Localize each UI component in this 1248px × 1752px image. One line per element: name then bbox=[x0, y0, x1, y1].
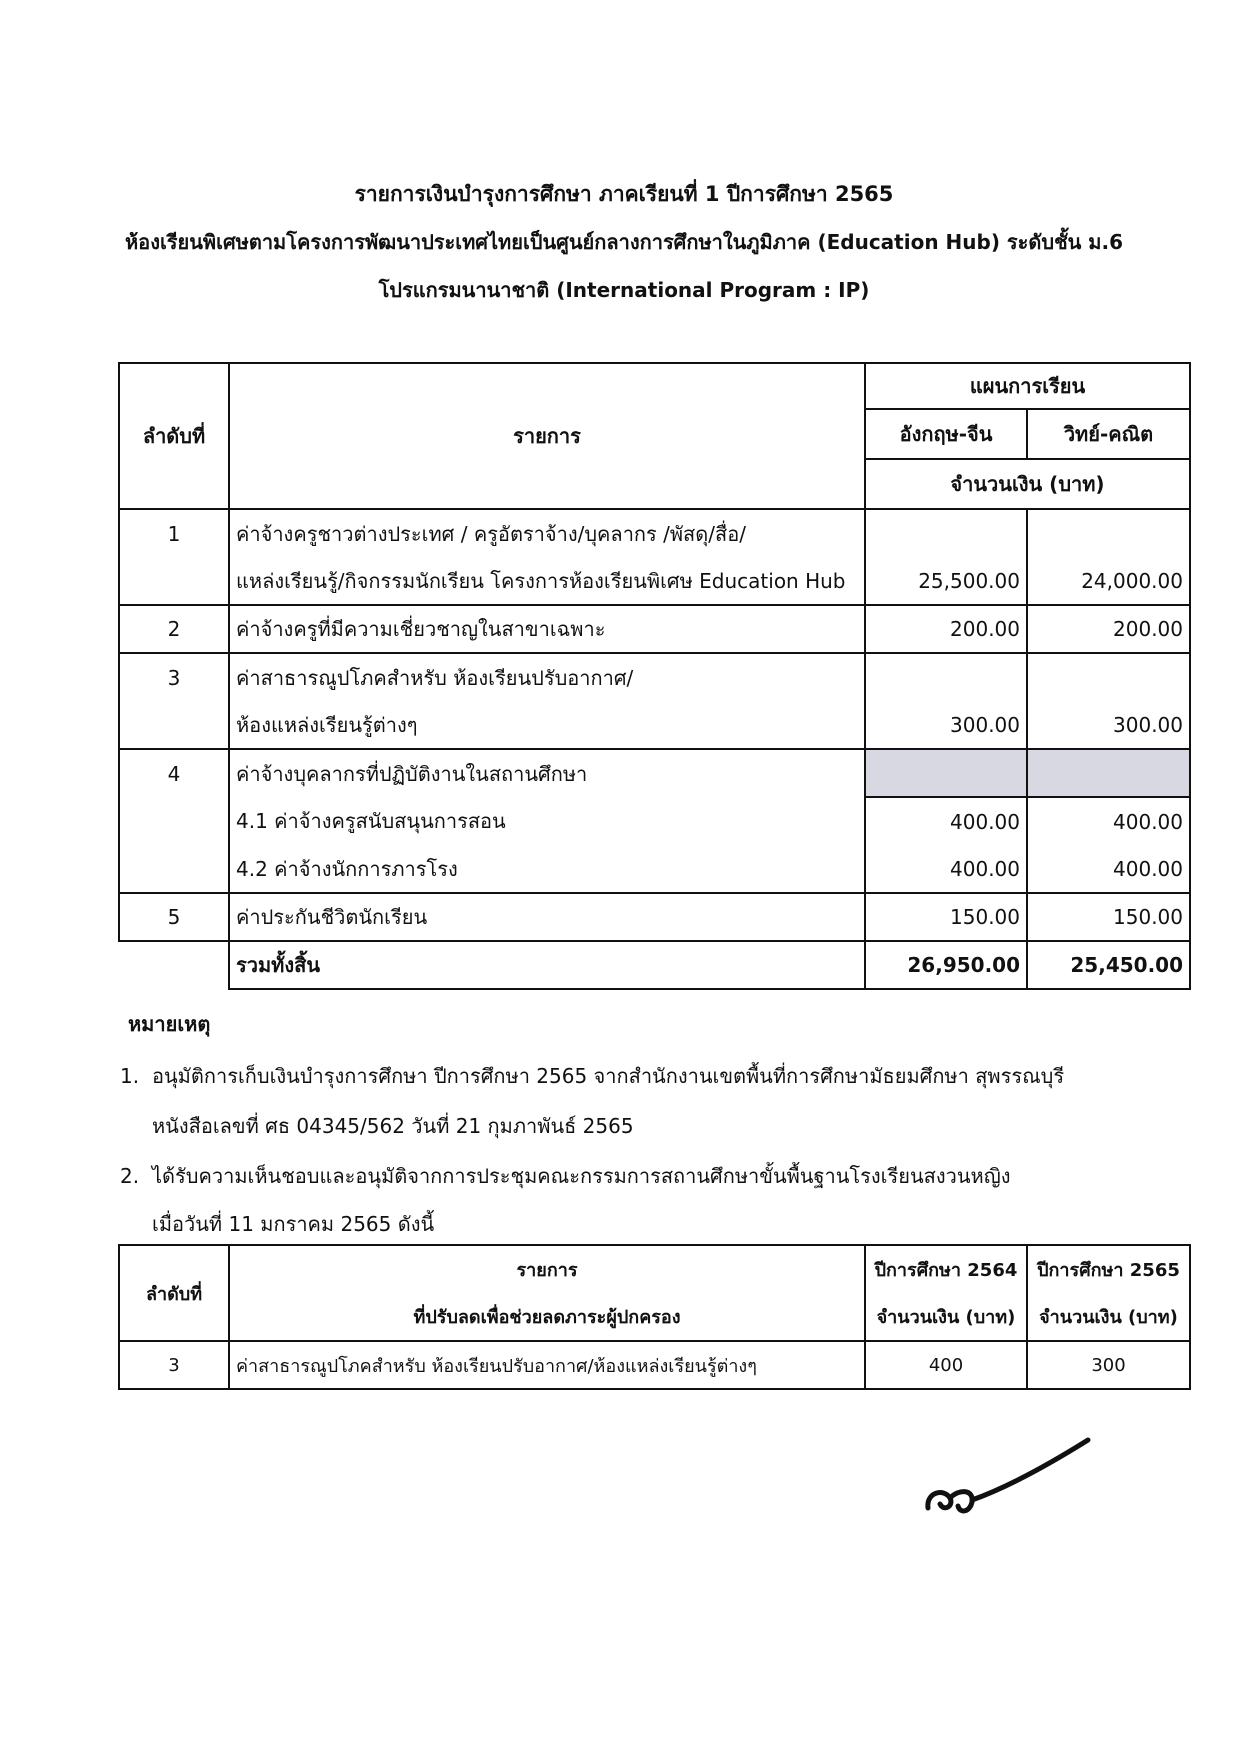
note-number: 2. bbox=[120, 1164, 140, 1188]
col-header-plan: แผนการเรียน bbox=[865, 363, 1190, 409]
amount-science-math: 24,000.00 bbox=[1027, 557, 1190, 605]
amount-english-chinese: 400.00 bbox=[865, 797, 1027, 845]
amount-science-math: 150.00 bbox=[1027, 893, 1190, 941]
row-no: 4 bbox=[119, 749, 229, 797]
shaded-cell bbox=[1027, 749, 1190, 797]
row-no: 3 bbox=[119, 1341, 229, 1389]
total-science-math: 25,450.00 bbox=[1027, 941, 1190, 989]
row-item: ค่าจ้างครูที่มีความเชี่ยวชาญในสาขาเฉพาะ bbox=[229, 605, 865, 653]
table-row bbox=[119, 1341, 1190, 1389]
col-header-year-2564: ปีการศึกษา 2564 bbox=[865, 1245, 1027, 1293]
row-item: ค่าจ้างบุคลากรที่ปฏิบัติงานในสถานศึกษา bbox=[229, 749, 865, 797]
shaded-cell bbox=[865, 749, 1027, 797]
total-english-chinese: 26,950.00 bbox=[865, 941, 1027, 989]
row-item-cont: ห้องแหล่งเรียนรู้ต่างๆ bbox=[229, 701, 865, 749]
table-row bbox=[119, 893, 1190, 941]
col-header-no: ลำดับที่ bbox=[119, 363, 229, 509]
col-header-no: ลำดับที่ bbox=[119, 1245, 229, 1341]
table-row bbox=[119, 509, 1190, 557]
amount-english-chinese: 150.00 bbox=[865, 893, 1027, 941]
row-subitem: 4.1 ค่าจ้างครูสนับสนุนการสอน bbox=[229, 797, 865, 845]
table-row bbox=[119, 749, 1190, 797]
reduction-table bbox=[118, 1244, 1191, 1390]
col-header-item: รายการ bbox=[229, 1245, 865, 1293]
col-header-year-2565: ปีการศึกษา 2565 bbox=[1027, 1245, 1190, 1293]
doc-title: รายการเงินบำรุงการศึกษา ภาคเรียนที่ 1 ปีการศึกษา 2565 bbox=[354, 182, 894, 206]
note-1-cont: หนังสือเลขที่ ศธ 04345/562 วันที่ 21 กุมภาพันธ์ 2565 bbox=[152, 1114, 634, 1138]
row-no: 2 bbox=[119, 605, 229, 653]
amount-2565: 300 bbox=[1027, 1341, 1190, 1389]
handwritten-page-mark bbox=[920, 1430, 1100, 1540]
amount-science-math: 200.00 bbox=[1027, 605, 1190, 653]
row-item-cont: แหล่งเรียนรู้/กิจกรรมนักเรียน โครงการห้องเรียนพิเศษ Education Hub bbox=[229, 557, 865, 605]
row-no: 5 bbox=[119, 893, 229, 941]
note-text: ได้รับความเห็นชอบและอนุมัติจากการประชุมคณะกรรมการสถานศึกษาขั้นพื้นฐานโรงเรียนสงวนหญิง bbox=[152, 1164, 1011, 1188]
amount-english-chinese: 400.00 bbox=[865, 845, 1027, 893]
note-2 bbox=[120, 1160, 1011, 1192]
table-row bbox=[119, 605, 1190, 653]
col-header-amount-2565: จำนวนเงิน (บาท) bbox=[1027, 1293, 1190, 1341]
col-header-plan-science-math: วิทย์-คณิต bbox=[1027, 409, 1190, 459]
col-header-amount: จำนวนเงิน (บาท) bbox=[865, 459, 1190, 509]
col-header-amount-2564: จำนวนเงิน (บาท) bbox=[865, 1293, 1027, 1341]
note-2-cont: เมื่อวันที่ 11 มกราคม 2565 ดังนี้ bbox=[152, 1212, 435, 1236]
amount-english-chinese: 300.00 bbox=[865, 701, 1027, 749]
amount-science-math: 400.00 bbox=[1027, 845, 1190, 893]
doc-program: โปรแกรมนานาชาติ (International Program : IP) bbox=[378, 278, 870, 302]
note-number: 1. bbox=[120, 1064, 140, 1088]
doc-subtitle: ห้องเรียนพิเศษตามโครงการพัฒนาประเทศไทยเป็นศูนย์กลางการศึกษาในภูมิภาค (Education Hub) ระดับชั้น ม.6 bbox=[125, 230, 1123, 254]
amount-english-chinese: 200.00 bbox=[865, 605, 1027, 653]
total-label: รวมทั้งสิ้น bbox=[229, 941, 865, 989]
fee-table bbox=[118, 362, 1191, 990]
total-row bbox=[119, 941, 1190, 989]
row-item: ค่าสาธารณูปโภคสำหรับ ห้องเรียนปรับอากาศ/ bbox=[229, 653, 865, 701]
amount-science-math: 400.00 bbox=[1027, 797, 1190, 845]
row-item: ค่าจ้างครูชาวต่างประเทศ / ครูอัตราจ้าง/บุคลากร /พัสดุ/สื่อ/ bbox=[229, 509, 865, 557]
row-no: 1 bbox=[119, 509, 229, 557]
row-no: 3 bbox=[119, 653, 229, 701]
col-header-plan-english-chinese: อังกฤษ-จีน bbox=[865, 409, 1027, 459]
row-item: ค่าสาธารณูปโภคสำหรับ ห้องเรียนปรับอากาศ/ห้องแหล่งเรียนรู้ต่างๆ bbox=[229, 1341, 865, 1389]
row-subitem: 4.2 ค่าจ้างนักการภารโรง bbox=[229, 845, 865, 893]
col-header-item-desc: ที่ปรับลดเพื่อช่วยลดภาระผู้ปกครอง bbox=[229, 1293, 865, 1341]
row-item: ค่าประกันชีวิตนักเรียน bbox=[229, 893, 865, 941]
amount-science-math: 300.00 bbox=[1027, 701, 1190, 749]
amount-english-chinese: 25,500.00 bbox=[865, 557, 1027, 605]
amount-2564: 400 bbox=[865, 1341, 1027, 1389]
notes-heading: หมายเหตุ bbox=[128, 1012, 211, 1036]
note-text: อนุมัติการเก็บเงินบำรุงการศึกษา ปีการศึกษา 2565 จากสำนักงานเขตพื้นที่การศึกษามัธยมศึกษา สุพรรณบุรี bbox=[152, 1064, 1065, 1088]
col-header-item: รายการ bbox=[229, 363, 865, 509]
note-1 bbox=[120, 1060, 1064, 1092]
table-row bbox=[119, 653, 1190, 701]
